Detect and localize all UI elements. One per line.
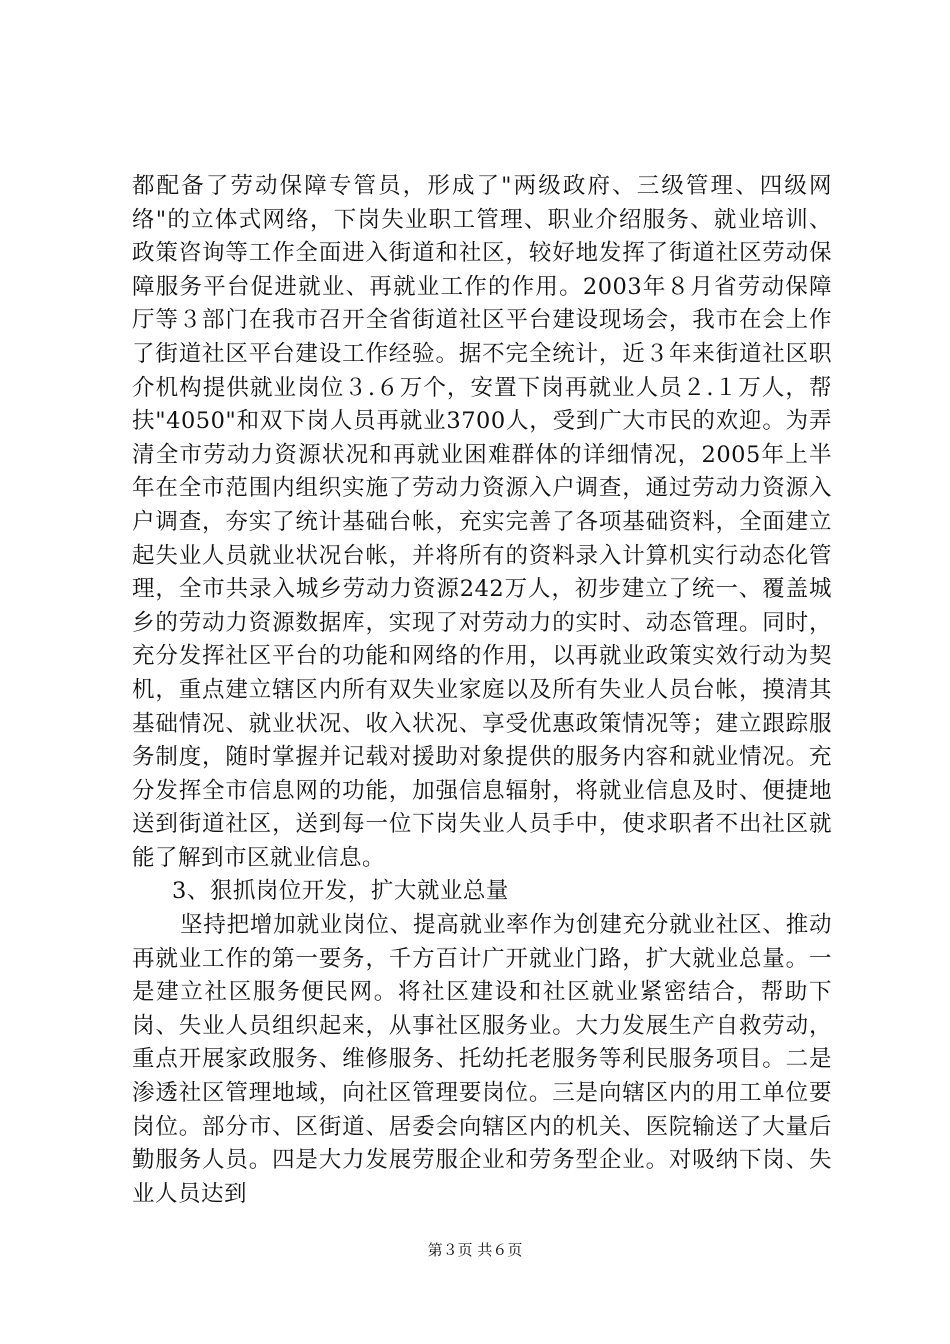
document-body — [132, 170, 832, 1211]
section-heading-3: 3、狠抓岗位开发，扩大就业总量 — [172, 878, 509, 905]
paragraph-1: 都配备了劳动保障专管员，形成了"两级政府、三级管理、四级网络"的立体式网络，下岗失业职工管理、职业介绍服务、就业培训、政策咨询等工作全面进入街道和社区，较好地发挥了街道社区劳动保障服务平台促进就业、再就业工作的作用。2003年８月省劳动保障厅等３部门在我市召开全省街道社区平台建设现场会，我市在会上作了街道社区平台建设工作经验。据不完全统计，近３年来街道社区职介机构提供就业岗位３.６万个，安置下岗再就业人员２.１万人，帮扶"4050"和双下岗人员再就业3700人，受到广大市民的欢迎。为弄清全市劳动力资源状况和再就业困难群体的详细情况，2005年上半年在全市范围内组织实施了劳动力资源入户调查，通过劳动力资源入户调查，夯实了统计基础台帐，充实完善了各项基础资料，全面建立起失业人员就业状况台帐，并将所有的资料录入计算机实行动态化管理，全市共录入城乡劳动力资源242万人，初步建立了统一、覆盖城乡的劳动力资源数据库，实现了对劳动力的实时、动态管理。同时，充分发挥社区平台的功能和网络的作用，以再就业政策实效行动为契机，重点建立辖区内所有双失业家庭以及所有失业人员台帐，摸清其基础情况、就业状况、收入状况、享受优惠政策情况等；建立跟踪服务制度，随时掌握并记载对援助对象提供的服务内容和就业情况。充分发挥全市信息网的功能，加强信息辐射，将就业信息及时、便捷地送到街道社区，送到每一位下岗失业人员手中，使求职者不出社区就能了解到市区就业信息。 — [132, 173, 832, 871]
page-number-label: 第３页 共６页 — [427, 1241, 523, 1259]
page-footer — [0, 1240, 950, 1260]
paragraph-2: 坚持把增加就业岗位、提高就业率作为创建充分就业社区、推动再就业工作的第一要务，千方百计广开就业门路，扩大就业总量。一是建立社区服务便民网。将社区建设和社区就业紧密结合，帮助下岗、失业人员组织起来，从事社区服务业。大力发展生产自救劳动，重点开展家政服务、维修服务、托幼托老服务等利民服务项目。二是渗透社区管理地域，向社区管理要岗位。三是向辖区内的用工单位要岗位。部分市、区街道、居委会向辖区内的机关、医院输送了大量后勤服务人员。四是大力发展劳服企业和劳务型企业。对吸纳下岗、失业人员达到 — [132, 912, 832, 1207]
